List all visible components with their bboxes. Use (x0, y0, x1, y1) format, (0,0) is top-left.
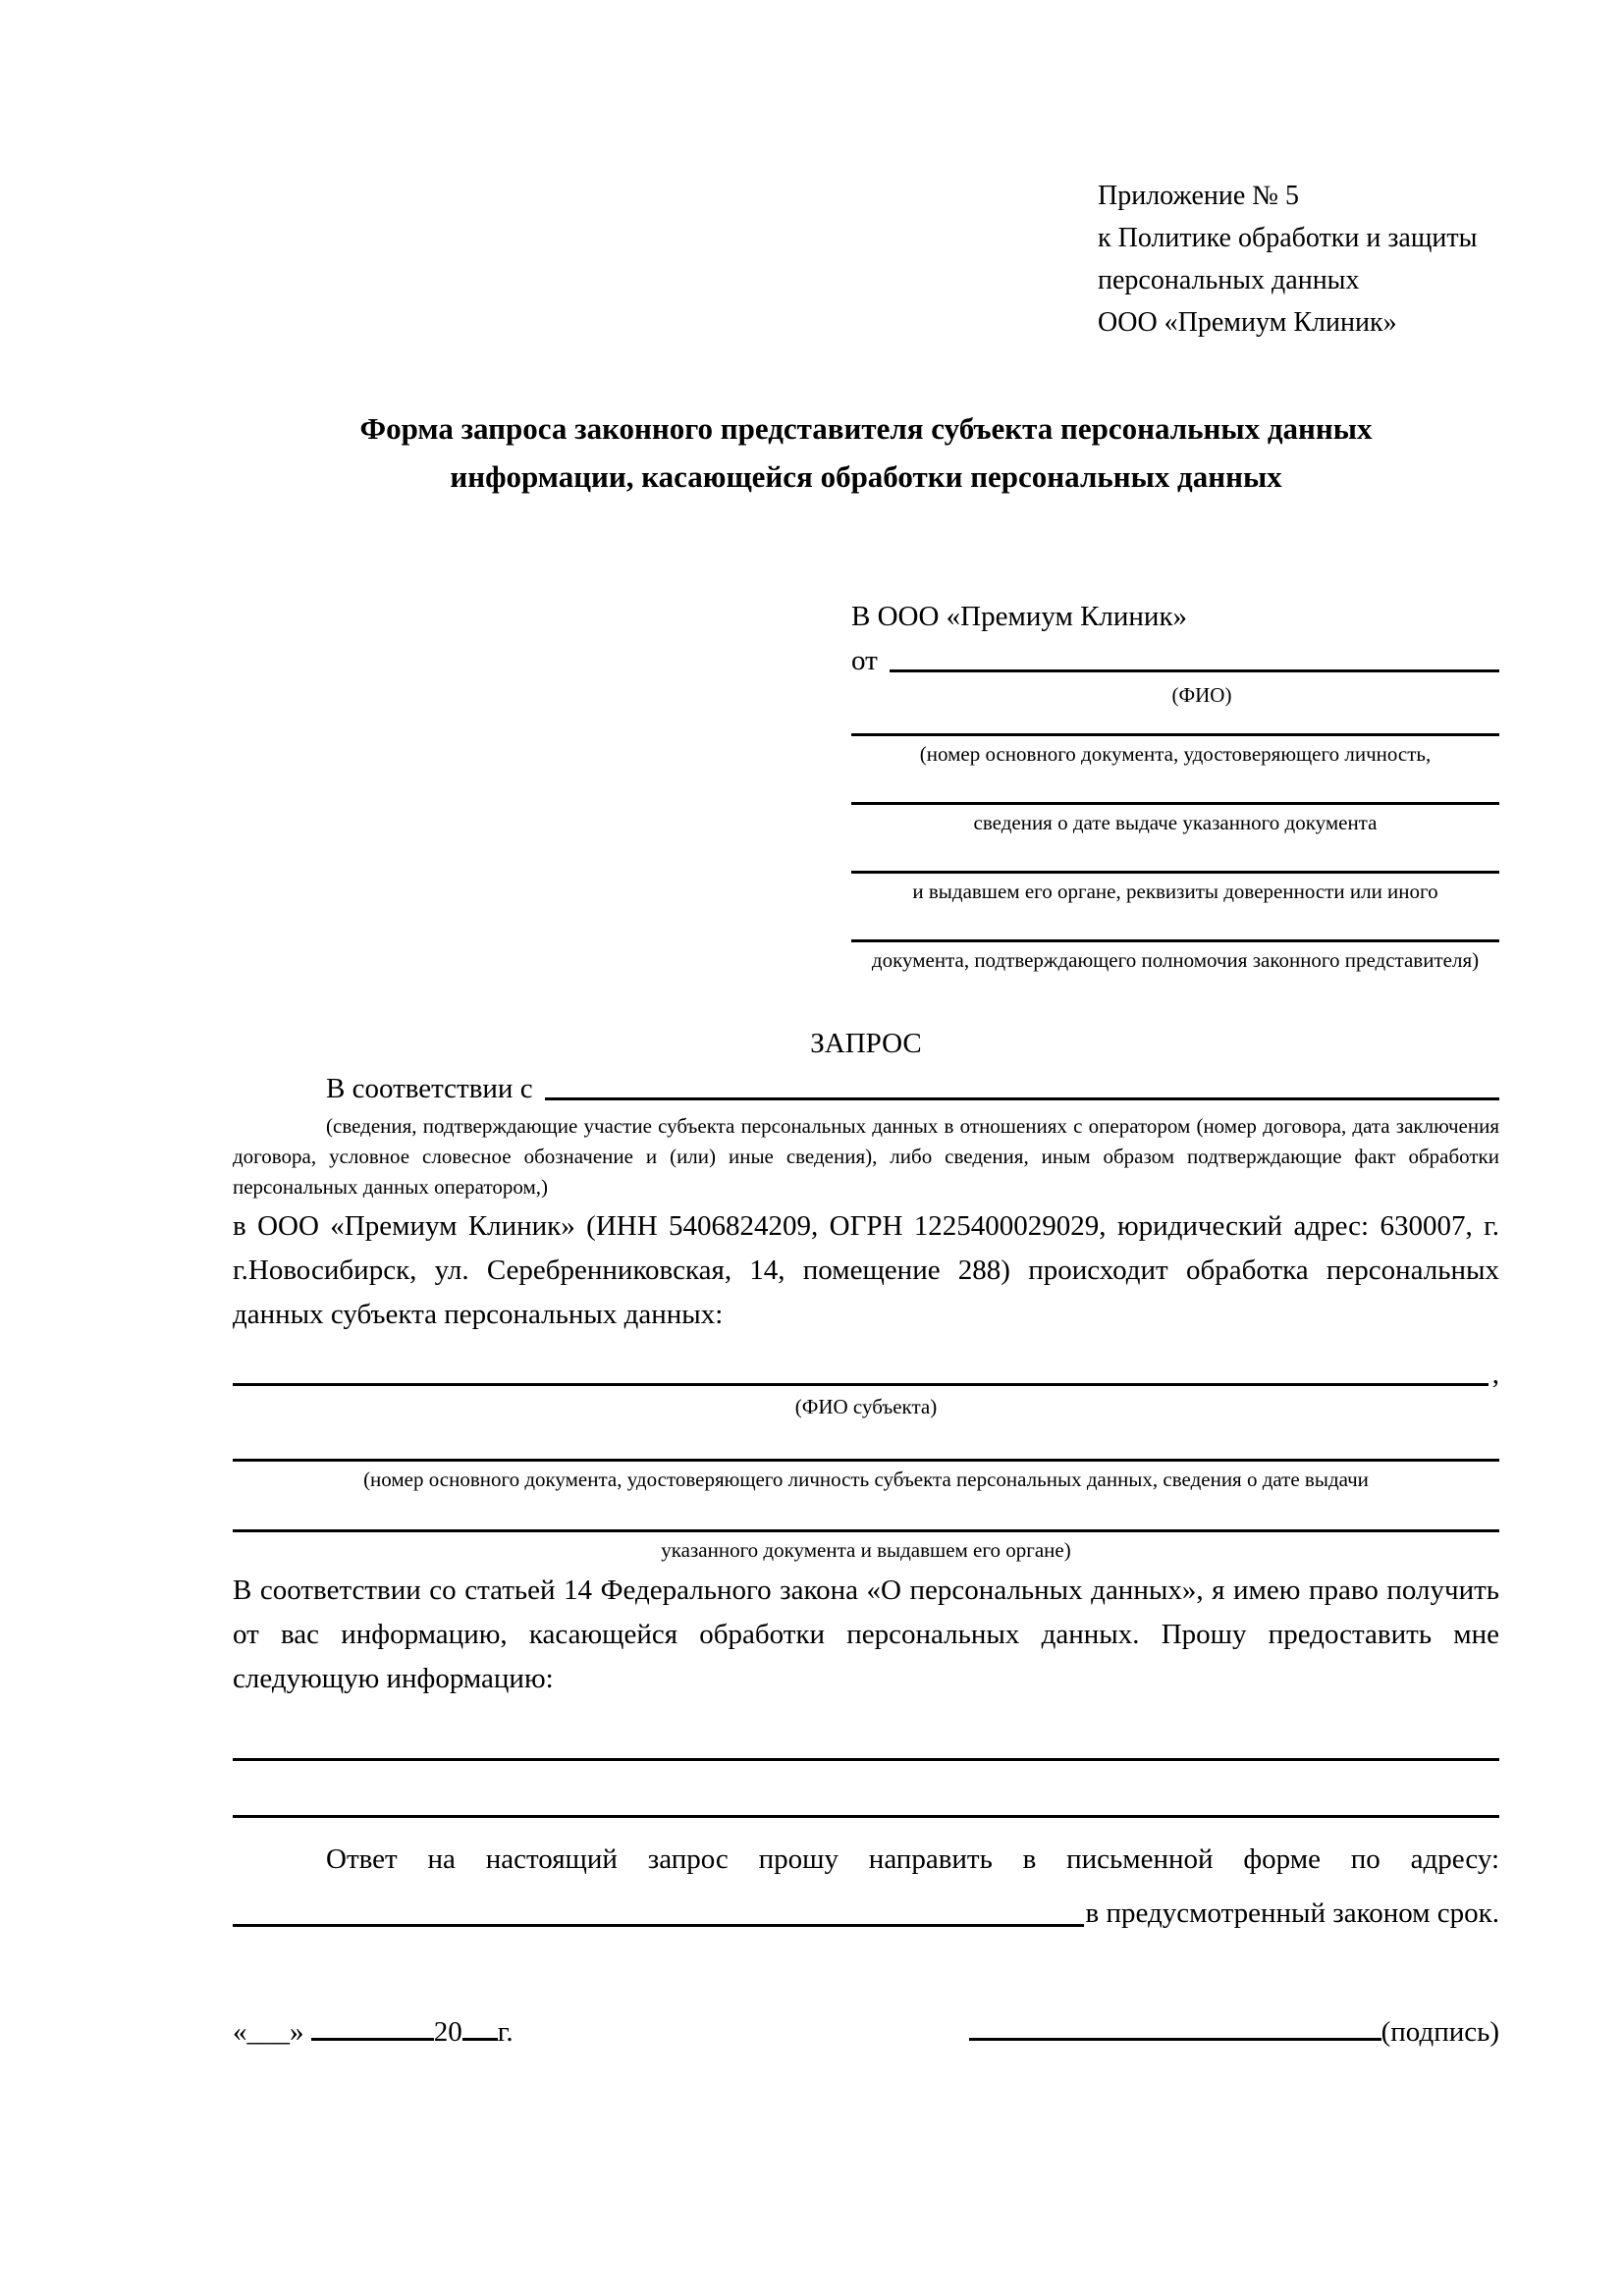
addressee-block (851, 597, 1499, 973)
fio-caption: (ФИО) (1171, 683, 1232, 707)
subject-doc-caption-1: (номер основного документа, удостоверяющего личность субъекта персональных данных, сведения о дате выдачи (363, 1468, 1369, 1491)
term-row (233, 1892, 1499, 1935)
document-title (233, 404, 1499, 501)
date-prefix: «___» (233, 2016, 304, 2048)
addressee-field-1 (851, 733, 1499, 767)
from-label: от (851, 645, 878, 676)
blank-line (851, 871, 1499, 874)
date-group (233, 2009, 514, 2052)
blank-line (851, 733, 1499, 736)
subject-fio-blank-line (233, 1383, 1489, 1386)
answer-paragraph: Ответ на настоящий запрос прошу направить в письменной форме по адресу: (326, 1843, 1499, 1875)
appendix-line-3: персональных данных (1098, 265, 1360, 295)
law-paragraph: В соответствии со статьей 14 Федерального закона «О персональных данных», я имею право получить от вас информацию, касающейся обработки персональных данных. Прошу предоставить мне следующую информацию: (233, 1575, 1499, 1694)
operator-paragraph: в ООО «Премиум Клиник» (ИНН 5406824209, ОГРН 1225400029029, юридический адрес: 630007, г. г.Новосибирск, ул. Серебренниковская, 14, помещение 288) происходит обработка персональных данных субъекта персональных данных: (233, 1210, 1499, 1330)
accordance-caption: (сведения, подтверждающие участие субъекта персональных данных в отношениях с оператором (номер договора, дата заключения договора, условное словесное обозначение и (или) иные сведения), либо сведения, иным образом подтверждающие факт обработки персональных данных оператором,) (233, 1114, 1499, 1199)
signature-group (969, 2009, 1499, 2052)
field-caption-3: и выдавшем его органе, реквизиты доверенности или иного (912, 880, 1438, 903)
addressee-field-3 (851, 871, 1499, 904)
document-title-line-1: Форма запроса законного представителя субъекта персональных данных (359, 411, 1373, 446)
subject-doc-field-2 (233, 1529, 1499, 1563)
address-blank-line (233, 1924, 1084, 1927)
appendix-line-2: к Политике обработки и защиты (1098, 223, 1478, 253)
signature-row (233, 2009, 1499, 2052)
accordance-blank-line (545, 1097, 1499, 1100)
from-blank-line (890, 669, 1499, 672)
subject-fio-caption: (ФИО субъекта) (794, 1395, 938, 1418)
blank-line (233, 1459, 1499, 1462)
appendix-block (1098, 175, 1499, 344)
appendix-line-1: Приложение № 5 (1098, 181, 1299, 211)
subject-doc-caption-2: указанного документа и выдавшем его органе) (661, 1538, 1071, 1562)
accordance-label: В соответствии с (326, 1073, 533, 1104)
blank-line (851, 802, 1499, 805)
blank-line (851, 939, 1499, 942)
subject-fio-row (233, 1355, 1499, 1394)
field-caption-2: сведения о дате выдаче указанного документа (973, 811, 1378, 834)
signature-caption: (подпись) (1380, 2016, 1499, 2048)
blank-line (233, 1529, 1499, 1532)
year-suffix: г. (497, 2016, 514, 2048)
year-blank-line (462, 2009, 498, 2041)
document-title-line-2: информации, касающейся обработки персональных данных (450, 459, 1282, 494)
blank-line (233, 1758, 1499, 1761)
addressee-field-4 (851, 939, 1499, 973)
subject-comma: , (1491, 1359, 1499, 1390)
addressee-field-2 (851, 802, 1499, 835)
blank-line (233, 1815, 1499, 1818)
term-text: в предусмотренный законом срок. (1085, 1897, 1499, 1929)
accordance-row (233, 1069, 1499, 1108)
date-blank-line (311, 2009, 434, 2041)
from-row (851, 641, 1499, 680)
request-heading: ЗАПРОС (810, 1028, 922, 1059)
year-prefix: 20 (433, 2016, 462, 2048)
addressee-organization: В ООО «Премиум Клиник» (851, 601, 1188, 632)
field-caption-1: (номер основного документа, удостоверяющего личность, (919, 742, 1432, 766)
signature-blank-line (969, 2009, 1381, 2041)
field-caption-4: документа, подтверждающего полномочия законного представителя) (871, 948, 1480, 972)
appendix-line-4: ООО «Премиум Клиник» (1098, 307, 1397, 338)
subject-doc-field-1 (233, 1459, 1499, 1492)
